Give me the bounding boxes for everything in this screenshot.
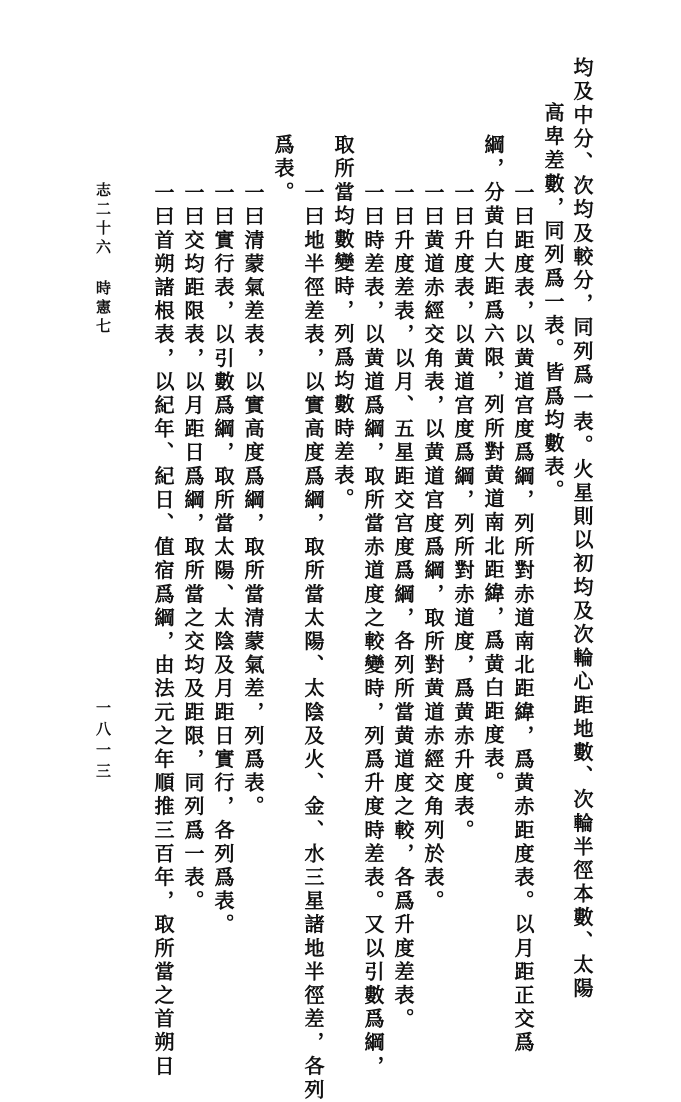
text-column-12: 一曰清蒙氣差表，以實高度爲綱，取所當清蒙氣差，列爲表。	[241, 182, 265, 820]
volume-label: 志二十六	[94, 182, 112, 258]
page-number: 一八一三	[94, 700, 112, 784]
text-column-13: 一曰實行表，以引數爲綱，取所當太陽、太陰及月距日實行，各列爲表。	[211, 182, 235, 938]
running-footer	[94, 182, 112, 337]
text-column-15: 一曰首朔諸根表，以紀年、紀日、值宿爲綱，由法元之年順推三百年，取所當之首朔日	[151, 182, 175, 1079]
text-column-4: 綱，分黄白大距爲六限，列所對黄道南北距緯，爲黄白距度表。	[481, 134, 505, 795]
text-column-11: 爲表。	[271, 134, 295, 205]
text-column-10: 一曰地半徑差表，以實高度爲綱，取所當太陽、太陰及火、金、水三星諸地半徑差，各列	[301, 182, 325, 1102]
section-label: 時憲七	[94, 280, 112, 337]
text-column-9: 取所當均數變時，列爲均數時差表。	[331, 134, 355, 512]
text-column-7: 一曰升度差表，以月、五星距交宫度爲綱，各列所當黄道度之較，各爲升度差表。	[391, 182, 415, 1032]
text-column-6: 一曰黄道赤經交角表，以黄道宫度爲綱，取所對黄道赤經交角列於表。	[421, 182, 445, 914]
text-column-14: 一曰交均距限表，以月距日爲綱，取所當之交均及距限，同列爲一表。	[181, 182, 205, 914]
text-column-3: 一曰距度表，以黄道宫度爲綱，列所對赤道南北距緯，爲黄赤距度表。以月距正交爲	[511, 182, 535, 1056]
text-column-2: 高卑差數，同列爲一表。皆爲均數表。	[541, 102, 565, 504]
text-column-8: 一曰時差表，以黄道爲綱，取所當赤道度之較變時，列爲升度時差表。又以引數爲綱，	[361, 182, 385, 1079]
text-column-1: 均及中分、次均及較分，同列爲一表。火星則以初均及次輪心距地數、次輪半徑本數、太陽	[570, 57, 594, 1001]
text-column-5: 一曰升度表，以黄道宫度爲綱，列所對赤道度，爲黄赤升度表。	[451, 182, 475, 843]
